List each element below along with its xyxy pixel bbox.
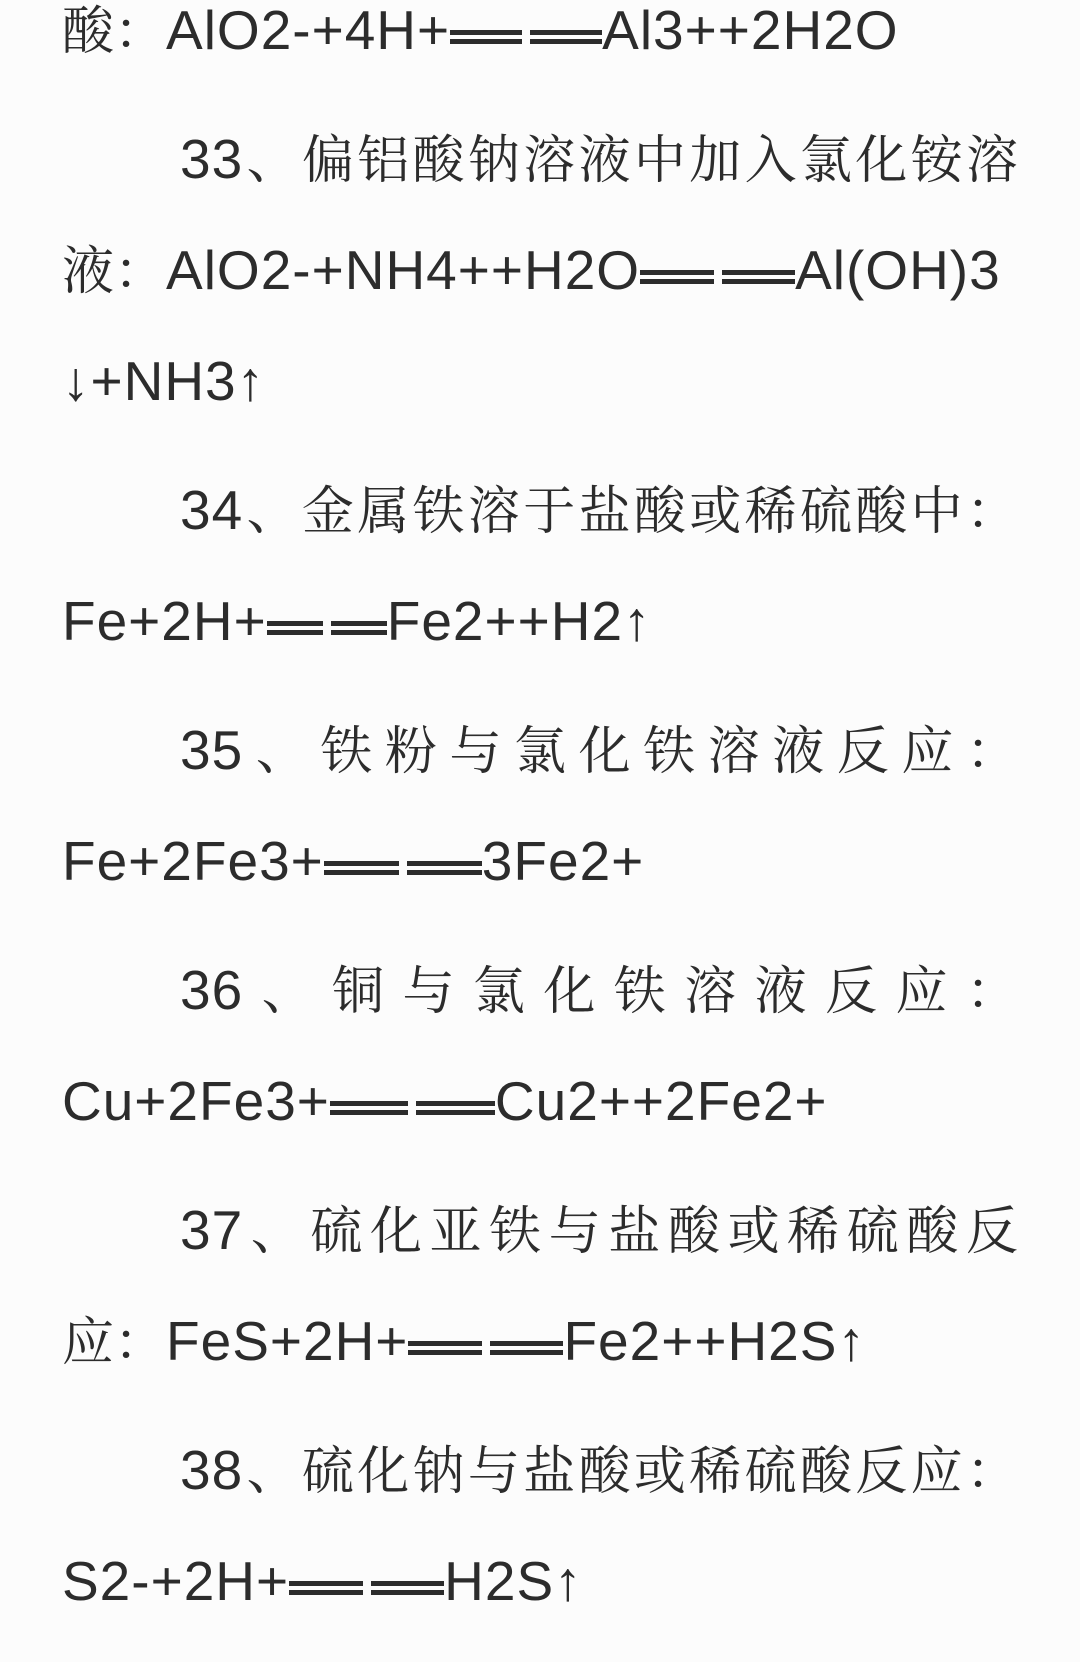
chinese-text: 酸： bbox=[62, 4, 167, 61]
text-line bbox=[62, 333, 1018, 444]
equation-text: Cu+2Fe3+ bbox=[62, 1070, 330, 1132]
equation-text: 3Fe2+ bbox=[481, 830, 645, 892]
text-line bbox=[62, 942, 1018, 1053]
reaction-equals-line bbox=[330, 1101, 495, 1115]
equation-text: Al3++2H2O bbox=[602, 0, 899, 61]
text-line bbox=[62, 1293, 1018, 1404]
chinese-text: 、硫化亚铁与盐酸或稀硫酸反 bbox=[243, 1204, 1018, 1261]
item-34 bbox=[62, 462, 1018, 684]
equation-text: 38 bbox=[180, 1439, 244, 1501]
chinese-text: 液： bbox=[62, 244, 167, 301]
equation-text: 33 bbox=[180, 128, 244, 190]
reaction-equals-line bbox=[267, 621, 387, 635]
text-line bbox=[62, 1422, 1018, 1533]
text-line bbox=[62, 111, 1018, 222]
item-32-continuation bbox=[62, 0, 1018, 93]
equation-list bbox=[62, 0, 1018, 1644]
text-line bbox=[62, 1533, 1018, 1644]
equation-text: Fe2++H2↑ bbox=[386, 590, 652, 652]
text-line bbox=[62, 573, 1018, 684]
equation-text: Al(OH)3 bbox=[795, 239, 1001, 301]
equation-text: AlO2-+NH4++H2O bbox=[166, 239, 641, 301]
text-line bbox=[62, 462, 1018, 573]
equation-text: ↓+NH3↑ bbox=[62, 350, 266, 412]
item-37 bbox=[62, 1182, 1018, 1404]
equation-text: 35 bbox=[180, 719, 244, 781]
equation-text: 34 bbox=[180, 479, 244, 541]
item-38 bbox=[62, 1422, 1018, 1644]
chinese-text: 、铁粉与氯化铁溶液反应： bbox=[243, 724, 1018, 781]
equation-text: S2-+2H+ bbox=[62, 1550, 290, 1612]
reaction-equals-line bbox=[640, 270, 795, 284]
reaction-equals-line bbox=[289, 1581, 444, 1595]
chinese-text: 、金属铁溶于盐酸或稀硫酸中： bbox=[243, 484, 1018, 541]
text-line bbox=[62, 702, 1018, 813]
equation-text: AlO2-+4H+ bbox=[166, 0, 451, 61]
equation-text: Fe+2H+ bbox=[62, 590, 267, 652]
text-line bbox=[62, 1053, 1018, 1164]
reaction-equals-line bbox=[408, 1341, 563, 1355]
equation-text: Fe2++H2S↑ bbox=[563, 1310, 866, 1372]
chinese-text: 、铜与氯化铁溶液反应： bbox=[243, 964, 1018, 1021]
chinese-text: 应： bbox=[62, 1315, 167, 1372]
item-35 bbox=[62, 702, 1018, 924]
text-line bbox=[62, 222, 1018, 333]
equation-text: 37 bbox=[180, 1199, 244, 1261]
equation-text: 36 bbox=[180, 959, 244, 1021]
item-36 bbox=[62, 942, 1018, 1164]
text-line bbox=[62, 1182, 1018, 1293]
item-33 bbox=[62, 111, 1018, 444]
equation-text: Fe+2Fe3+ bbox=[62, 830, 324, 892]
chinese-text: 、硫化钠与盐酸或稀硫酸反应： bbox=[243, 1444, 1018, 1501]
equation-text: FeS+2H+ bbox=[166, 1310, 409, 1372]
reaction-equals-line bbox=[450, 30, 602, 44]
text-line bbox=[62, 0, 1018, 93]
reaction-equals-line bbox=[324, 861, 482, 875]
equation-text: Cu2++2Fe2+ bbox=[494, 1070, 828, 1132]
chinese-text: 、偏铝酸钠溶液中加入氯化铵溶 bbox=[243, 133, 1018, 190]
equation-text: H2S↑ bbox=[444, 1550, 583, 1612]
text-line bbox=[62, 813, 1018, 924]
